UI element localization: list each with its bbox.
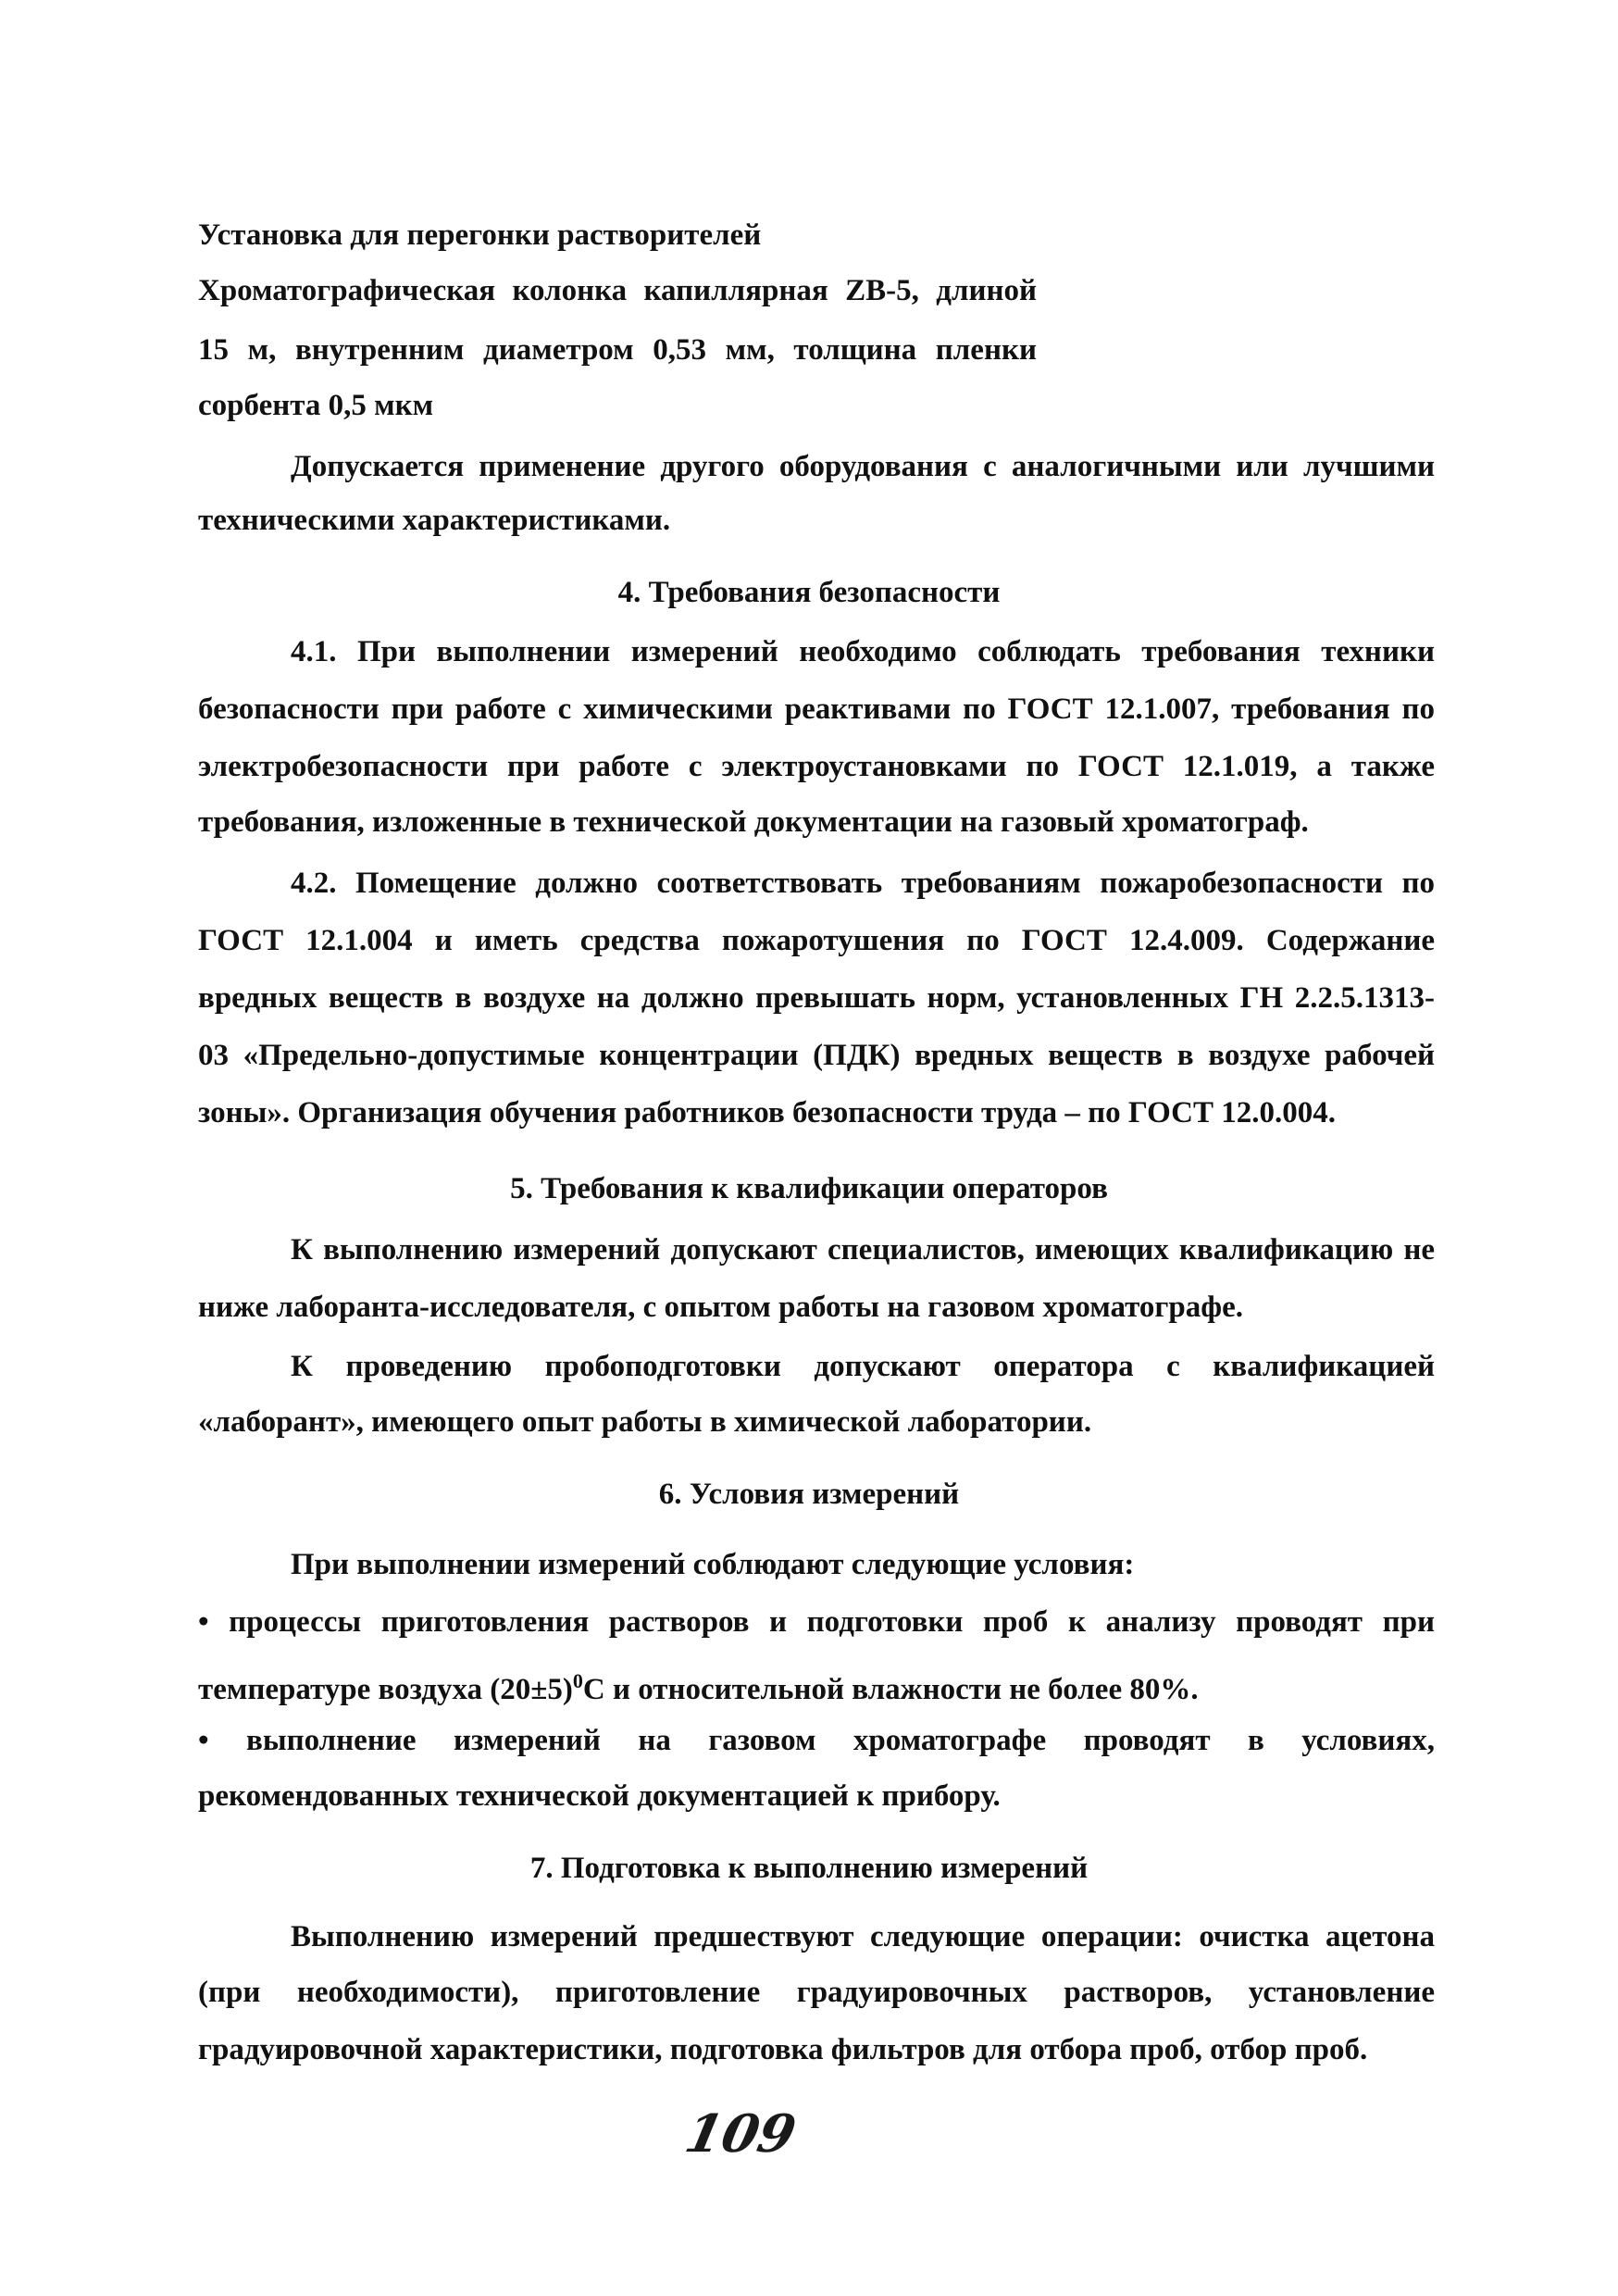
section-heading: 5. Требования к квалификации операторов [510, 1172, 1108, 1205]
paragraph-line: электробезопасности при работе с электроустановками по ГОСТ 12.1.019, а также [198, 750, 1435, 783]
paragraph-line: 03 «Предельно-допустимые концентрации (ПДК) вредных веществ в воздухе рабочей [198, 1039, 1435, 1072]
equipment-line: сорбента 0,5 мкм [198, 389, 434, 422]
paragraph-line: 4.1. При выполнении измерений необходимо соблюдать требования техники [291, 635, 1435, 668]
paragraph-line: К проведению пробоподготовки допускают оператора с квалификацией [291, 1350, 1435, 1383]
paragraph-line: ГОСТ 12.1.004 и иметь средства пожаротушения по ГОСТ 12.4.009. Содержание [198, 924, 1435, 957]
paragraph-line: техническими характеристиками. [198, 504, 671, 537]
section-heading: 4. Требования безопасности [617, 576, 1001, 609]
equipment-line: Установка для перегонки растворителей [198, 218, 762, 252]
superscript-degree: 0 [572, 1669, 583, 1692]
paragraph-line: Выполнению измерений предшествуют следующие операции: очистка ацетона [291, 1920, 1435, 1953]
section-heading: 7. Подготовка к выполнению измерений [529, 1852, 1089, 1885]
equipment-line: Хроматографическая колонка капиллярная ZB-5, длиной [198, 274, 1037, 307]
paragraph-line: зоны». Организация обучения работников безопасности труда – по ГОСТ 12.0.004. [198, 1096, 1337, 1129]
paragraph-line: вредных веществ в воздухе на должно превышать норм, установленных ГН 2.2.5.1313- [198, 981, 1435, 1015]
bullet-text: С и относительной влажности не более 80%. [582, 1673, 1199, 1706]
bullet-item: • выполнение измерений на газовом хроматографе проводят в условиях, [198, 1724, 1435, 1757]
paragraph-line: При выполнении измерений соблюдают следующие условия: [291, 1548, 1135, 1581]
paragraph-line: «лаборант», имеющего опыт работы в химической лаборатории. [198, 1405, 1092, 1439]
paragraph-line: градуировочной характеристики, подготовка фильтров для отбора проб, отбор проб. [198, 2033, 1368, 2066]
paragraph-line: (при необходимости), приготовление градуировочных растворов, установление [198, 1976, 1435, 2009]
bullet-item-continuation [198, 1661, 1199, 1710]
equipment-line: 15 м, внутренним диаметром 0,53 мм, толщина пленки [198, 333, 1037, 367]
page-number: 109 [679, 2103, 802, 2165]
paragraph-line: 4.2. Помещение должно соответствовать требованиям пожаробезопасности по [291, 867, 1435, 900]
bullet-text: температуре воздуха (20±5) [198, 1673, 573, 1706]
section-heading: 6. Условия измерений [658, 1478, 960, 1511]
paragraph-line: Допускается применение другого оборудования с аналогичными или лучшими [291, 450, 1435, 483]
bullet-item-continuation: рекомендованных технической документацией к прибору. [198, 1779, 1001, 1813]
paragraph-line: ниже лаборанта-исследователя, с опытом работы на газовом хроматографе. [198, 1291, 1243, 1324]
paragraph-line: требования, изложенные в технической документации на газовый хроматограф. [198, 805, 1309, 839]
paragraph-line: К выполнению измерений допускают специалистов, имеющих квалификацию не [291, 1233, 1435, 1267]
bullet-item: • процессы приготовления растворов и подготовки проб к анализу проводят при [198, 1605, 1435, 1639]
paragraph-line: безопасности при работе с химическими реактивами по ГОСТ 12.1.007, требования по [198, 693, 1435, 726]
